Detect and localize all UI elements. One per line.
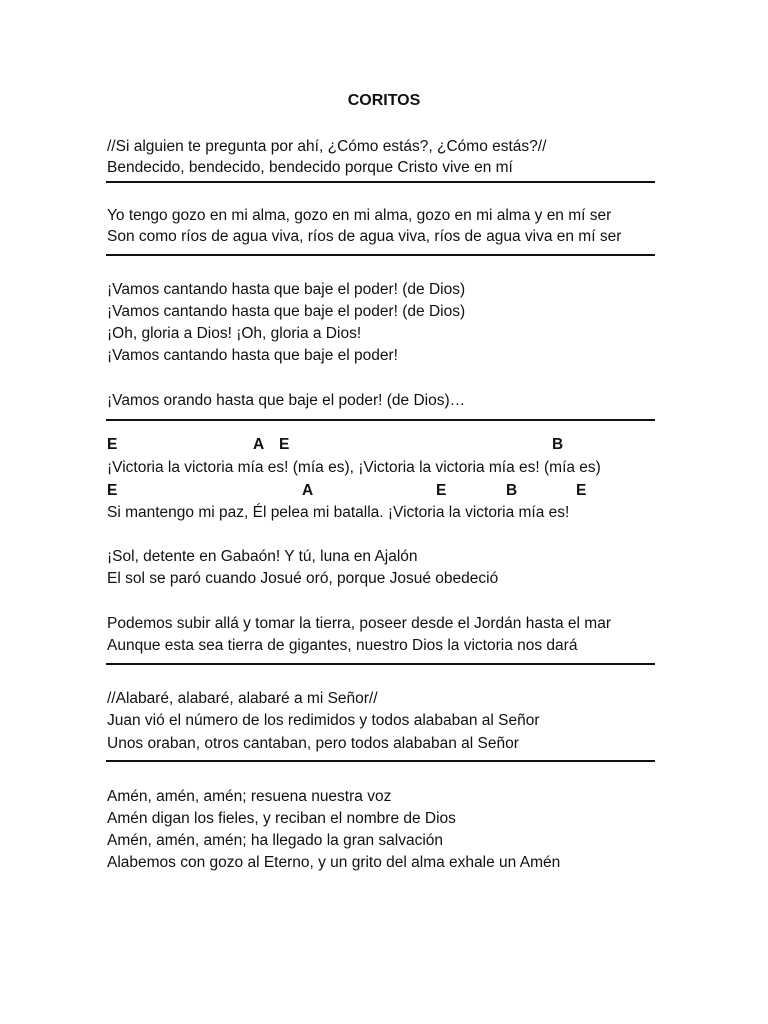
chord: E bbox=[107, 436, 118, 453]
lyric-line: Aunque esta sea tierra de gigantes, nuestro Dios la victoria nos dará bbox=[107, 637, 578, 654]
lyric-line: Juan vió el número de los redimidos y todos alababan al Señor bbox=[107, 712, 540, 729]
lyric-line: Yo tengo gozo en mi alma, gozo en mi alma, gozo en mi alma y en mí ser bbox=[107, 207, 612, 224]
lyric-line: Bendecido, bendecido, bendecido porque Cristo vive en mí bbox=[107, 159, 513, 176]
divider bbox=[106, 663, 655, 665]
chord: E bbox=[107, 482, 118, 499]
lyric-line: ¡Vamos cantando hasta que baje el poder! bbox=[107, 347, 398, 364]
lyric-line: ¡Sol, detente en Gabaón! Y tú, luna en Ajalón bbox=[107, 548, 418, 565]
lyric-line: ¡Victoria la victoria mía es! (mía es), ¡Victoria la victoria mía es! (mía es) bbox=[107, 459, 601, 476]
chord: E bbox=[436, 482, 447, 499]
chord: E bbox=[279, 436, 290, 453]
chord: A bbox=[302, 482, 314, 499]
lyric-line: Amén, amén, amén; ha llegado la gran salvación bbox=[107, 832, 444, 849]
divider bbox=[106, 419, 655, 421]
lyric-line: Amén digan los fieles, y reciban el nombre de Dios bbox=[107, 810, 456, 827]
lyric-line: Si mantengo mi paz, Él pelea mi batalla. ¡Victoria la victoria mía es! bbox=[107, 504, 570, 521]
chord: B bbox=[552, 436, 564, 453]
lyric-line: ¡Vamos cantando hasta que baje el poder! (de Dios) bbox=[107, 281, 466, 298]
chord-row bbox=[0, 481, 768, 501]
chord-row bbox=[0, 435, 768, 455]
page-title: CORITOS bbox=[347, 92, 421, 109]
lyric-line: ¡Vamos cantando hasta que baje el poder! (de Dios) bbox=[107, 303, 466, 320]
lyric-line: //Alabaré, alabaré, alabaré a mi Señor// bbox=[107, 690, 378, 707]
chord: B bbox=[506, 482, 518, 499]
lyric-line: //Si alguien te pregunta por ahí, ¿Cómo estás?, ¿Cómo estás?// bbox=[107, 138, 547, 155]
chord: E bbox=[576, 482, 587, 499]
divider bbox=[106, 760, 655, 762]
divider bbox=[106, 254, 655, 256]
lyric-line: Alabemos con gozo al Eterno, y un grito del alma exhale un Amén bbox=[107, 854, 561, 871]
lyric-line: Son como ríos de agua viva, ríos de agua viva, ríos de agua viva en mí ser bbox=[107, 228, 622, 245]
divider bbox=[106, 181, 655, 183]
lyric-line: Podemos subir allá y tomar la tierra, poseer desde el Jordán hasta el mar bbox=[107, 615, 611, 632]
lyric-line: El sol se paró cuando Josué oró, porque Josué obedeció bbox=[107, 570, 499, 587]
lyric-line: Unos oraban, otros cantaban, pero todos alababan al Señor bbox=[107, 735, 519, 752]
lyric-line: ¡Vamos orando hasta que baje el poder! (de Dios)… bbox=[107, 392, 466, 409]
chord: A bbox=[253, 436, 265, 453]
lyric-line: ¡Oh, gloria a Dios! ¡Oh, gloria a Dios! bbox=[107, 325, 362, 342]
lyric-line: Amén, amén, amén; resuena nuestra voz bbox=[107, 788, 392, 805]
